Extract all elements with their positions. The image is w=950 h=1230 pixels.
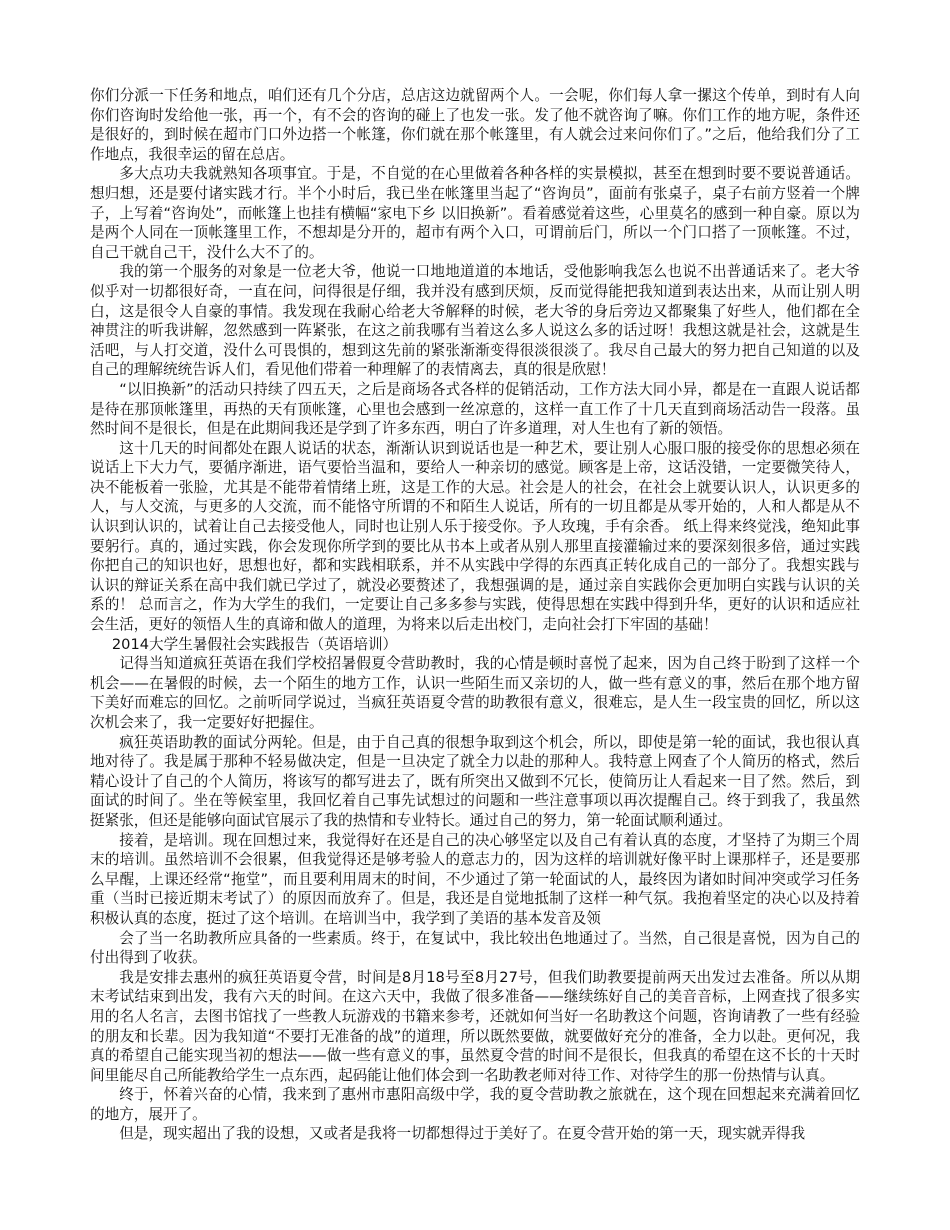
paragraph-1: 你们分派一下任务和地点，咱们还有几个分店，总店这边就留两个人。一会呢，你们每人拿一摞这个传单，到时有人向你们咨询时发给他一张，再一个，有不会的咨询的碰上了也发一张。发了他不就咨询了嘛。你们工作的地方呢，条件还是很好的，到时候在超市门口外边搭一个帐篷，你们就在那个帐篷里，有人就会过来问你们了。”之后，他给我们分了工作地点，我很幸运的留在总店。: [90, 87, 860, 163]
paragraph-2: 多大点功夫我就熟知各项事宜。于是，不自觉的在心里做着各种各样的实景模拟，甚至在想到时要不要说普通话。想归想，还是要付诸实践才行。半个小时后，我已坐在帐篷里当起了“咨询员”，面前有张桌子，桌子右前方竖着一个牌子，上写着“咨询处”，而帐篷上也挂有横幅“家电下乡 以旧换新”。看着感觉着这些，心里莫名的感到一种自豪。原以为是两个人同在一顶帐篷里工作，不想却是分开的，超市有两个入口，可谓前后门，所以一个门口搭了一顶帐篷。不过，自己干就自己干，没什么大不了的。: [90, 165, 860, 261]
paragraph-7: 疯狂英语助教的面试分两轮。但是，由于自己真的很想争取到这个机会，所以，即使是第一轮的面试，我也很认真地对待了。我是属于那种不轻易做决定，但是一旦决定了就全力以赴的那种人。我特意上网查了个人简历的格式，然后精心设计了自己的个人简历，将该写的都写进去了，既有所突出又做到不冗长，使简历让人看起来一目了然。然后，到面试的时间了。坐在等候室里，我回忆着自己事先试想过的问题和一些注意事项以再次提醒自己。终于到我了，我虽然挺紧张，但还是能够向面试官展示了我的热情和专业特长。通过自己的努力，第一轮面试顺利通过。: [90, 733, 860, 829]
paragraph-10: 我是安排去惠州的疯狂英语夏令营，时间是8月18号至8月27号，但我们助教要提前两天出发过去准备。所以从期末考试结束到出发，我有六天的时间。在这六天中，我做了很多准备——继续练好自己的美音音标，上网查找了很多实用的名人名言，去图书馆找了一些教人玩游戏的书籍来参考，还就如何当好一名助教这个问题，咨询请教了一些有经验的朋友和长辈。因为我知道“不要打无准备的战”的道理，所以既然要做，就要做好充分的准备，全力以赴。更何况，我真的希望自己能实现当初的想法——做一些有意义的事，虽然夏令营的时间不是很长，但我真的希望在这不长的十天时间里能尽自己所能教给学生一点东西，起码能让他们体会到一名助教老师对待工作、对待学生的那一份热情与认真。: [90, 968, 860, 1084]
document-page: [90, 86, 860, 1144]
paragraph-8: 接着，是培训。现在回想过来，我觉得好在还是自己的决心够坚定以及自己有着认真的态度，才坚持了为期三个周末的培训。虽然培训不会很累，但我觉得还是够考验人的意志力的，因为这样的培训就好像平时上课那样子，还是要那么早醒，上课还经常“拖堂”，而且要利用周末的时间，不少通过了第一轮面试的人，最终因为诸如时间冲突或学习任务重（当时已接近期末考试了）的原因而放弃了。但是，我还是自觉地抵制了这样一种气氛。我抱着坚定的决心以及持着积极认真的态度，挺过了这个培训。在培训当中，我学到了美语的基本发音及领: [90, 831, 860, 927]
section-heading: 2014大学生暑假社会实践报告（英语培训）: [111, 635, 398, 653]
paragraph-12: 但是，现实超出了我的设想，又或者是我将一切都想得过于美好了。在夏令营开始的第一天，现实就弄得我: [119, 1125, 806, 1143]
paragraph-9: 会了当一名助教所应具备的一些素质。终于，在复试中，我比较出色地通过了。当然，自己很是喜悦，因为自己的付出得到了收获。: [90, 929, 860, 967]
paragraph-11: 终于，怀着兴奋的心情，我来到了惠州市惠阳高级中学，我的夏令营助教之旅就在，这个现在回想起来充满着回忆的地方，展开了。: [90, 1086, 860, 1123]
paragraph-5: 这十几天的时间都处在跟人说话的状态，渐渐认识到说话也是一种艺术，要让别人心服口服的接受你的思想必须在说话上下大力气，要循序渐进，语气要恰当温和，要给人一种亲切的感觉。顾客是上帝，这话没错，一定要微笑待人，决不能板着一张脸，尤其是不能带着情绪上班，这是工作的大忌。社会是人的社会，在社会上就要认识人，认识更多的人，与人交流，与更多的人交流，而不能恪守所谓的不和陌生人说话，所有的一切且都是从零开始的，人和人都是从不认识到认识的，试着让自己去接受他人，同时也让别人乐于接受你。予人玫瑰，手有余香。 纸上得来终觉浅，绝知此事要躬行。真的，通过实践，你会发现你所学到的要比从书本上或者从别人那里直接灌输过来的要深刻很多倍，通过实践你把自己的知识也好，思想也好，都和实践相联系，并不从实践中学得的东西真正转化成自己的一部分了。我想实践与认识的辩证关系在高中我们就已学过了，就没必要赘述了，我想强调的是，通过亲自实践你会更加明白实践与认识的关系的！ 总而言之，作为大学生的我们，一定要让自己多多参与实践，使得思想在实践中得到升华，更好的认识和适应社会生活，更好的领悟人生的真谛和做人的道理，为将来以后走出校门，走向社会打下牢固的基础！: [90, 439, 860, 634]
paragraph-4: “以旧换新”的活动只持续了四五天，之后是商场各式各样的促销活动，工作方法大同小异，都是在一直跟人说话都是待在那顶帐篷里，再热的天有顶帐篷，心里也会感到一丝凉意的，这样一直工作了十几天直到商场活动告一段落。虽然时间不是很长，但是在此期间我还是学到了许多东西，明白了许多道理，对人生也有了新的领悟。: [90, 380, 860, 438]
paragraph-6: 记得当知道疯狂英语在我们学校招暑假夏令营助教时，我的心情是顿时喜悦了起来，因为自己终于盼到了这样一个机会——在暑假的时候，去一个陌生的地方工作，认识一些陌生而又亲切的人，做一些有意义的事，然后在那个地方留下美好而难忘的回忆。之前听同学说过，当疯狂英语夏令营的助教很有意义，很难忘，是人生一段宝贵的回忆，所以这次机会来了，我一定要好好把握住。: [90, 655, 860, 731]
paragraph-3: 我的第一个服务的对象是一位老大爷，他说一口地地道道的本地话，受他影响我怎么也说不出普通话来了。老大爷似乎对一切都很好奇，一直在问，问得很是仔细，我并没有感到厌烦，反而觉得能把我知道到表达出来，从而让别人明白，这是很令人自豪的事情。我发现在我耐心给老大爷解释的时候，老大爷的身后旁边又都聚集了好些人，他们都在全神贯注的听我讲解，忽然感到一阵紧张，在这之前我哪有当着这么多人说这么多的话过呀！我想这就是社会，这就是生活吧，与人打交道，没什么可畏惧的，想到这先前的紧张渐渐变得很淡很淡了。我尽自己最大的努力把自己知道的以及自己的理解统统告诉人们，看见他们带着一种理解了的表情离去，真的很是欣慰！: [90, 263, 860, 379]
